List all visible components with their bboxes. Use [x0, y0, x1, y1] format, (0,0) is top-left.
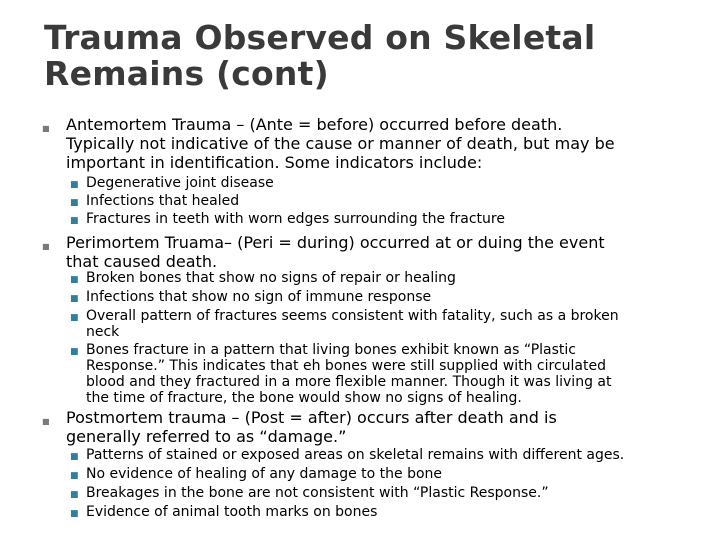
- sub-bullet-text: the time of fracture, the bone would show no signs of healing.: [86, 390, 522, 406]
- sub-bullet-text: No evidence of healing of any damage to the bone: [86, 466, 443, 482]
- bullet-marker-icon: ■: [42, 242, 50, 251]
- sub-bullet: [70, 466, 686, 482]
- sub-bullet-text: Response.” This indicates that eh bones were still supplied with circulated: [86, 358, 606, 374]
- bullet-text-line: Postmortem trauma – (Post = after) occurs after death and is: [66, 408, 557, 427]
- sub-bullet-text: Breakages in the bone are not consistent with “Plastic Response.”: [86, 485, 549, 501]
- sub-bullet-marker-icon: ■: [70, 471, 79, 481]
- bullet-marker-icon: ■: [42, 124, 50, 133]
- sub-bullet: [70, 289, 686, 305]
- sub-bullet-text: Overall pattern of fractures seems consistent with fatality, such as a broken: [86, 308, 619, 324]
- sub-bullet-text: Evidence of animal tooth marks on bones: [86, 504, 378, 520]
- title-line-2: Remains (cont): [44, 54, 329, 93]
- sub-bullet-text: blood and they fractured in a more flexible manner. Though it was living at: [86, 374, 612, 390]
- sub-bullet-text: Bones fracture in a pattern that living bones exhibit known as “Plastic: [86, 342, 576, 358]
- sub-bullet: [70, 485, 686, 501]
- sub-bullet-text: Degenerative joint disease: [86, 175, 274, 191]
- bullet-antemortem: [42, 115, 706, 172]
- sub-bullet-text: neck: [86, 324, 120, 340]
- title-line-1: Trauma Observed on Skeletal: [44, 18, 596, 57]
- sub-bullet: [70, 211, 686, 227]
- sub-bullet: [70, 308, 686, 340]
- sub-bullet-text: Patterns of stained or exposed areas on skeletal remains with different ages.: [86, 447, 625, 463]
- bullet-postmortem: [42, 408, 706, 446]
- sub-bullet-marker-icon: ■: [70, 180, 79, 190]
- sub-bullet-text: Fractures in teeth with worn edges surrounding the fracture: [86, 211, 505, 227]
- sub-bullet-marker-icon: ■: [70, 198, 79, 208]
- sub-bullet-marker-icon: ■: [70, 294, 79, 304]
- sub-bullet: [70, 447, 686, 463]
- sub-bullet-marker-icon: ■: [70, 509, 79, 519]
- bullet-text-line: Antemortem Trauma – (Ante = before) occurred before death.: [66, 115, 563, 134]
- sub-bullet: [70, 504, 686, 520]
- bullet-marker-icon: ■: [42, 417, 50, 426]
- sub-bullet-marker-icon: ■: [70, 490, 79, 500]
- bullet-text-line: generally referred to as “damage.”: [66, 427, 347, 446]
- sub-bullet-marker-icon: ■: [70, 347, 79, 357]
- bullet-text-line: important in identification. Some indicators include:: [66, 153, 483, 172]
- sub-bullet-text: Infections that show no sign of immune response: [86, 289, 432, 305]
- sub-bullet-text: Infections that healed: [86, 193, 240, 209]
- bullet-text-line: Typically not indicative of the cause or manner of death, but may be: [66, 134, 615, 153]
- sub-bullet: [70, 175, 686, 191]
- sub-bullet-marker-icon: ■: [70, 313, 79, 323]
- sub-bullet-marker-icon: ■: [70, 275, 79, 285]
- sub-bullet-marker-icon: ■: [70, 216, 79, 226]
- bullet-text-line: that caused death.: [66, 252, 218, 271]
- sub-bullet: [70, 193, 686, 209]
- bullet-text-line: Perimortem Truama– (Peri = during) occurred at or duing the event: [66, 233, 605, 252]
- sub-bullet-text: Broken bones that show no signs of repair or healing: [86, 270, 456, 286]
- bullet-perimortem: [42, 233, 706, 271]
- sub-bullet: [70, 342, 686, 406]
- slide-title: [44, 20, 684, 92]
- sub-bullet-marker-icon: ■: [70, 452, 79, 462]
- sub-bullet: [70, 270, 686, 286]
